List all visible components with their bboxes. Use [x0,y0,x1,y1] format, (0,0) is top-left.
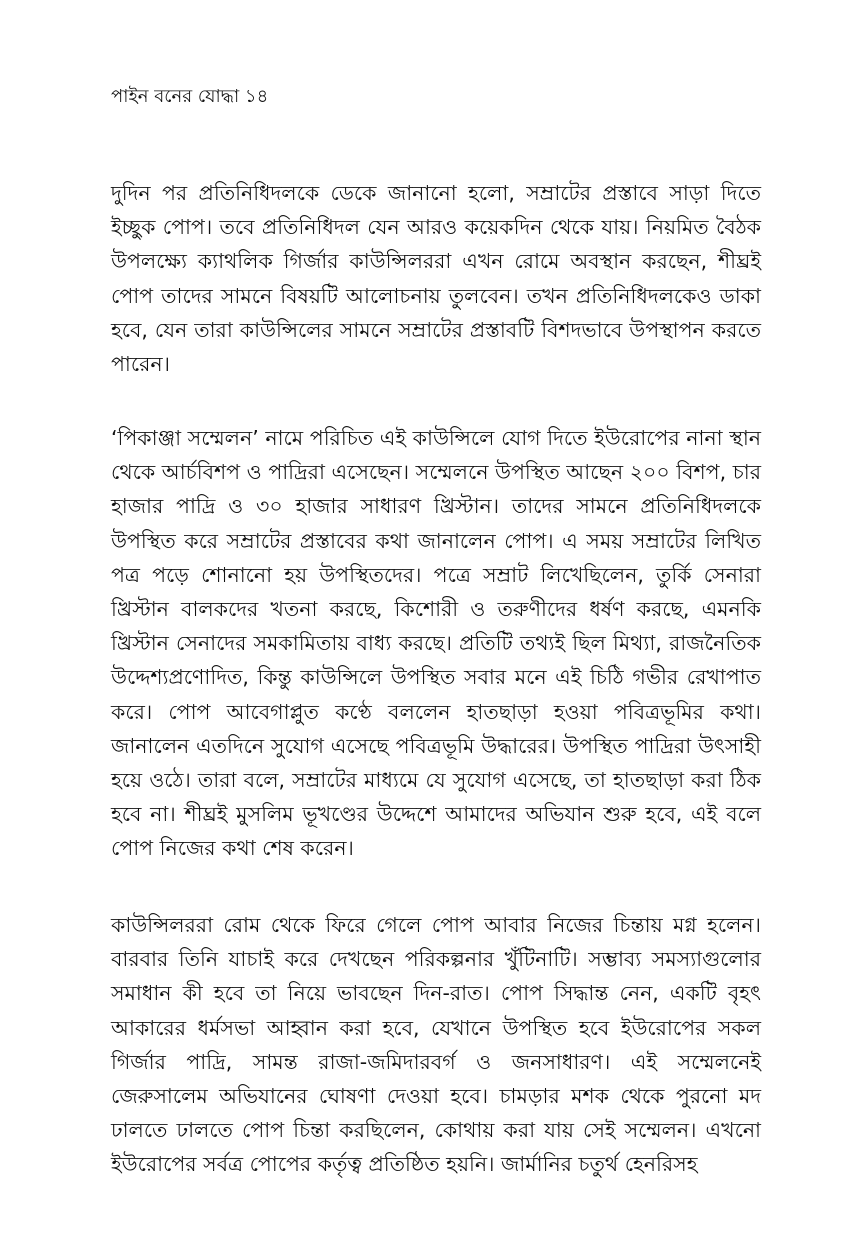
running-header: পাইন বনের যোদ্ধা ১৪ [111,86,269,107]
body-paragraph-1: দুদিন পর প্রতিনিধিদলকে ডেকে জানানো হলো, সম্রাটের প্রস্তাবে সাড়া দিতে ইচ্ছুক পোপ। তবে প্রতিনিধিদল যেন আরও কয়েকদিন থেকে যায়। নিয়মিত বৈঠক উপলক্ষ্যে ক্যাথলিক গির্জার কাউন্সিলররা এখন রোমে অবস্থান করছেন, শীঘ্রই পোপ তাদের সামনে বিষয়টি আলোচনায় তুলবেন। তখন প্রতিনিধিদলকেও ডাকা হবে, যেন তারা কাউন্সিলের সামনে সম্রাটের প্রস্তাবটি বিশদভাবে উপস্থাপন করতে পারেন। [111,181,761,377]
body-paragraph-2: ‘পিকাঞ্জা সম্মেলন’ নামে পরিচিত এই কাউন্সিলে যোগ দিতে ইউরোপের নানা স্থান থেকে আর্চবিশপ ও পাদ্রিরা এসেছেন। সম্মেলনে উপস্থিত আছেন ২০০ বিশপ, চার হাজার পাদ্রি ও ৩০ হাজার সাধারণ খ্রিস্টান। তাদের সামনে প্রতিনিধিদলকে উপস্থিত করে সম্রাটের প্রস্তাবের কথা জানালেন পোপ। এ সময় সম্রাটের লিখিত পত্র পড়ে শোনানো হয় উপস্থিতদের। পত্রে সম্রাট লিখেছিলেন, তুর্কি সেনারা খ্রিস্টান বালকদের খতনা করছে, কিশোরী ও তরুণীদের ধর্ষণ করছে, এমনকি খ্রিস্টান সেনাদের সমকামিতায় বাধ্য করছে। প্রতিটি তথ্যই ছিল মিথ্যা, রাজনৈতিক উদ্দেশ্যপ্রণোদিত, কিন্তু কাউন্সিলে উপস্থিত সবার মনে এই চিঠি গভীর রেখাপাত করে। পোপ আবেগাপ্লুত কণ্ঠে বললেন হাতছাড়া হওয়া পবিত্রভূমির কথা। জানালেন এতদিনে সুযোগ এসেছে পবিত্রভূমি উদ্ধারের। উপস্থিত পাদ্রিরা উৎসাহী হয়ে ওঠে। তারা বলে, সম্রাটের মাধ্যমে যে সুযোগ এসেছে, তা হাতছাড়া করা ঠিক হবে না। শীঘ্রই মুসলিম ভূখণ্ডের উদ্দেশে আমাদের অভিযান শুরু হবে, এই বলে পোপ নিজের কথা শেষ করেন। [111,426,761,861]
body-paragraph-3: কাউন্সিলররা রোম থেকে ফিরে গেলে পোপ আবার নিজের চিন্তায় মগ্ন হলেন। বারবার তিনি যাচাই করে দেখছেন পরিকল্পনার খুঁটিনাটি। সম্ভাব্য সমস্যাগুলোর সমাধান কী হবে তা নিয়ে ভাবছেন দিন-রাত। পোপ সিদ্ধান্ত নেন, একটি বৃহৎ আকারের ধর্মসভা আহ্বান করা হবে, যেখানে উপস্থিত হবে ইউরোপের সকল গির্জার পাদ্রি, সামন্ত রাজা-জমিদারবর্গ ও জনসাধারণ। এই সম্মেলনেই জেরুসালেম অভিযানের ঘোষণা দেওয়া হবে। চামড়ার মশক থেকে পুরনো মদ ঢালতে ঢালতে পোপ চিন্তা করছিলেন, কোথায় করা যায় সেই সম্মেলন। এখনো ইউরোপের সর্বত্র পোপের কর্তৃত্ব প্রতিষ্ঠিত হয়নি। জার্মানির চতুর্থ হেনরিসহ [111,913,761,1177]
